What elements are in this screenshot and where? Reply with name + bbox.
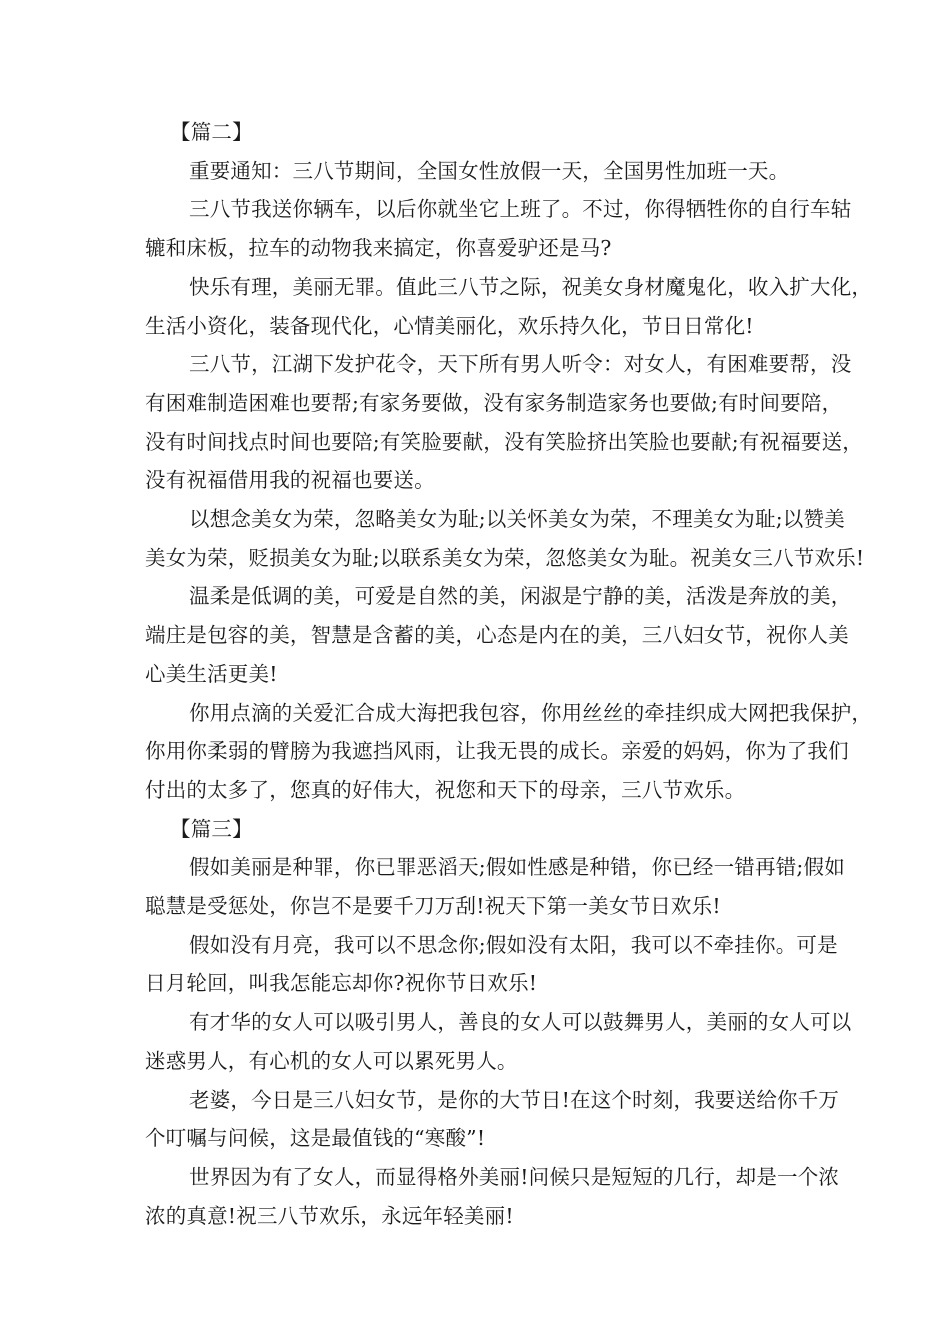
paragraph-line: 你用点滴的关爱汇合成大海把我包容，你用丝丝的牵挂织成大网把我保护，	[189, 700, 873, 725]
paragraph-line: 温柔是低调的美，可爱是自然的美，闲淑是宁静的美，活泼是奔放的美，	[189, 584, 852, 609]
paragraph-line: 生活小资化，装备现代化，心情美丽化，欢乐持久化，节日日常化!	[145, 313, 754, 338]
paragraph-line: 个叮嘱与问候，这是最值钱的“寒酸”!	[145, 1126, 486, 1151]
paragraph-line: 日月轮回，叫我怎能忘却你?祝你节日欢乐!	[145, 971, 538, 996]
section-heading: 【篇二】	[170, 120, 253, 144]
paragraph-line: 老婆，今日是三八妇女节，是你的大节日!在这个时刻，我要送给你千万	[189, 1087, 840, 1112]
paragraph-line: 没有祝福借用我的祝福也要送。	[145, 468, 435, 493]
paragraph-line: 有才华的女人可以吸引男人，善良的女人可以鼓舞男人，美丽的女人可以	[189, 1010, 852, 1035]
paragraph-line: 付出的太多了，您真的好伟大，祝您和天下的母亲，三八节欢乐。	[145, 777, 746, 802]
paragraph-line: 你用你柔弱的臂膀为我遮挡风雨，让我无畏的成长。亲爱的妈妈，你为了我们	[145, 739, 849, 764]
paragraph-line: 快乐有理，美丽无罪。值此三八节之际，祝美女身材魔鬼化，收入扩大化，	[189, 274, 873, 299]
paragraph-line: 以想念美女为荣，忽略美女为耻;以关怀美女为荣，不理美女为耻;以赞美	[189, 507, 845, 531]
paragraph-line: 聪慧是受惩处，你岂不是要千刀万刮!祝天下第一美女节日欢乐!	[145, 894, 721, 918]
section-heading: 【篇三】	[170, 816, 253, 841]
paragraph-line: 世界因为有了女人，而显得格外美丽!问候只是短短的几行，却是一个浓	[189, 1164, 840, 1189]
paragraph-line: 假如美丽是种罪，你已罪恶滔天;假如性感是种错，你已经一错再错;假如	[189, 855, 845, 880]
paragraph-line: 美女为荣，贬损美女为耻;以联系美女为荣，忽悠美女为耻。祝美女三八节欢乐!	[145, 545, 865, 570]
paragraph-line: 有困难制造困难也要帮;有家务要做，没有家务制造家务也要做;有时间要陪，	[145, 390, 843, 415]
paragraph-line: 三八节我送你辆车，以后你就坐它上班了。不过，你得牺牲你的自行车轱	[189, 197, 852, 222]
paragraph-line: 辘和床板，拉车的动物我来搞定，你喜爱驴还是马?	[145, 236, 612, 261]
paragraph-line: 心美生活更美!	[145, 661, 278, 686]
paragraph-line: 没有时间找点时间也要陪;有笑脸要献，没有笑脸挤出笑脸也要献;有祝福要送，	[145, 429, 864, 454]
paragraph-line: 迷惑男人，有心机的女人可以累死男人。	[145, 1048, 518, 1073]
paragraph-line: 重要通知：三八节期间，全国女性放假一天，全国男性加班一天。	[189, 158, 790, 183]
paragraph-line: 端庄是包容的美，智慧是含蓄的美，心态是内在的美，三八妇女节，祝你人美	[145, 623, 849, 648]
paragraph-line: 假如没有月亮，我可以不思念你;假如没有太阳，我可以不牵挂你。可是	[189, 932, 838, 957]
paragraph-line: 三八节，江湖下发护花令，天下所有男人听令：对女人，有困难要帮，没	[189, 352, 852, 377]
paragraph-line: 浓的真意!祝三八节欢乐，永远年轻美丽!	[145, 1203, 514, 1228]
